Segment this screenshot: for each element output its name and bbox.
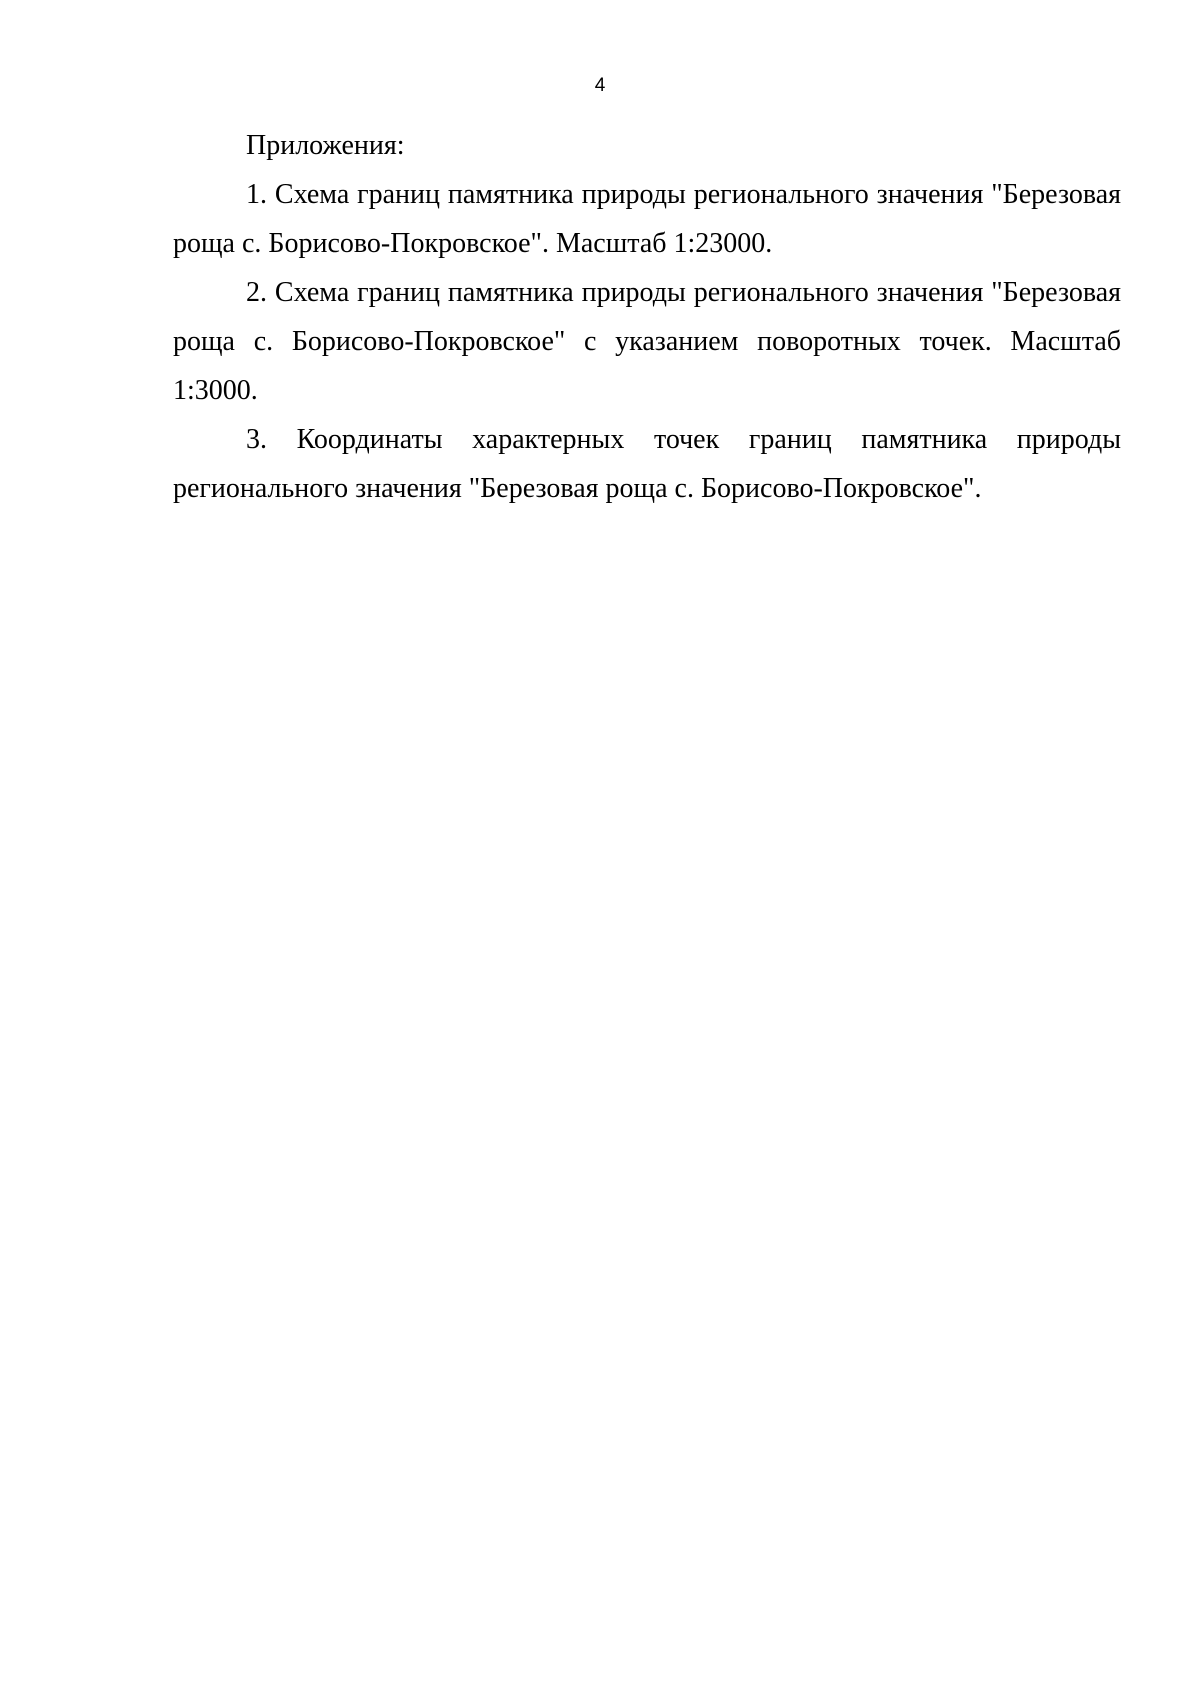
attachments-heading: Приложения:	[246, 130, 405, 161]
attachment-number: 2.	[246, 277, 267, 308]
attachment-text: Схема границ памятника природы регионального значения "Березовая роща с. Борисово-Покровское". Масштаб 1:23000.	[173, 179, 1122, 259]
attachment-text: Координаты характерных точек границ памятника природы регионального значения "Березовая роща с. Борисово-Покровское".	[173, 424, 1122, 504]
attachment-item-3	[173, 415, 1121, 513]
attachments-section	[173, 121, 1121, 513]
attachment-text: Схема границ памятника природы регионального значения "Березовая роща с. Борисово-Покровское" с указанием поворотных точек. Масштаб 1:3000.	[173, 277, 1122, 406]
page-number: 4	[594, 75, 606, 96]
attachment-item-2	[173, 268, 1121, 415]
attachment-number: 1.	[246, 179, 267, 210]
attachment-number: 3.	[246, 424, 267, 455]
attachment-item-1	[173, 170, 1121, 268]
